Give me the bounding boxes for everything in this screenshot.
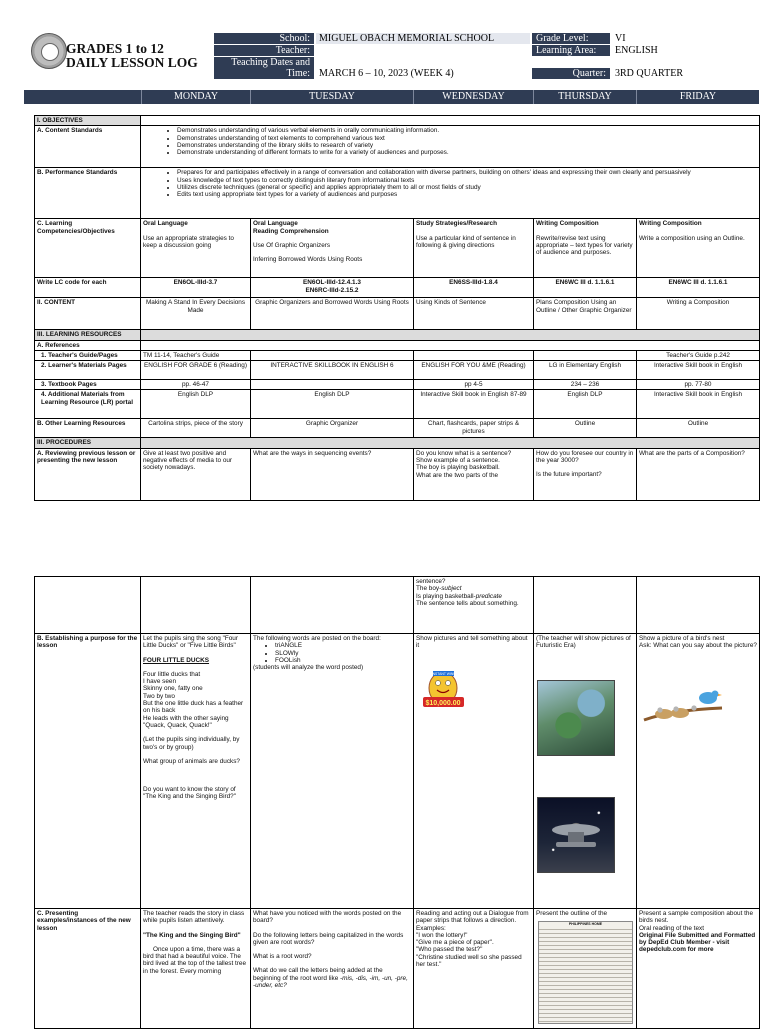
text-line: Show pictures and tell something about it xyxy=(416,635,528,650)
procedures-section: III. PROCEDURES xyxy=(35,438,141,448)
grade-label: Grade Level: xyxy=(532,33,610,44)
text-line: Oral reading of the text xyxy=(639,924,705,932)
posted-word: • FOOLish xyxy=(275,657,411,664)
competency-monday xyxy=(141,219,251,278)
lc-code-tuesday xyxy=(251,278,414,298)
ticket-label: INSTANT WIN! xyxy=(431,672,455,676)
references-label: A. References xyxy=(35,340,141,350)
day-header-monday: MONDAY xyxy=(141,90,250,104)
dates-value: MARCH 6 – 10, 2023 (WEEK 4) xyxy=(316,68,530,79)
procedures-section-fill xyxy=(141,438,760,448)
posted-word: • SLOWly xyxy=(275,650,411,657)
additional-materials-wednesday: Interactive Skill book in English 87-89 xyxy=(414,390,534,419)
text-line: "Christine studied well so she passed her test." xyxy=(416,953,522,969)
additional-materials-monday: English DLP xyxy=(141,390,251,419)
text-line: The sentence tells about something. xyxy=(416,599,519,607)
competency-text: Rewrite/revise text using appropriate – text types for variety of audience and purposes. xyxy=(536,234,633,257)
quarter-value: 3RD QUARTER xyxy=(612,68,759,79)
content-label: II. CONTENT xyxy=(35,298,141,330)
learners-materials-tuesday: INTERACTIVE SKILLBOOK IN ENGLISH 6 xyxy=(251,361,414,380)
additional-materials-friday: Interactive Skill book in English xyxy=(637,390,760,419)
performance-standard-item: • Edits text using appropriate text types for a variety of audiences and purposes xyxy=(177,191,757,198)
other-resources-friday: Outline xyxy=(637,419,760,438)
song-line: Two by two xyxy=(143,692,175,700)
text-line: Is the future important? xyxy=(536,471,602,479)
presenting-tuesday xyxy=(251,909,414,1029)
references-blank xyxy=(141,340,760,350)
purpose-label: B. Establishing a purpose for the lesson xyxy=(35,634,141,909)
text-line: sentence? xyxy=(416,578,446,585)
spaceship-shape xyxy=(538,798,614,872)
teachers-guide-wednesday xyxy=(414,350,534,360)
resources-section: III. LEARNING RESOURCES xyxy=(35,330,141,340)
textbook-pages-tuesday xyxy=(251,380,414,390)
performance-standards-cell xyxy=(141,168,760,219)
resources-section-fill xyxy=(141,330,760,340)
content-monday: Making A Stand In Every Decisions Made xyxy=(141,298,251,330)
lc-code-friday: EN6WC III d. 1.1.6.1 xyxy=(637,278,760,298)
competencies-label: C. Learning Competencies/Objectives xyxy=(35,219,141,278)
competency-title: Study Strategies/Research xyxy=(416,220,497,228)
day-header-tuesday: TUESDAY xyxy=(250,90,413,104)
song-line: He leads with the other saying xyxy=(143,714,229,722)
teachers-guide-friday: Teacher's Guide p.242 xyxy=(637,350,760,360)
weekday-header-row xyxy=(24,90,759,104)
predicate-word: predicate xyxy=(475,592,502,600)
ticket-amount: $10,000.00 xyxy=(425,700,461,707)
learners-materials-wednesday: ENGLISH FOR YOU &ME (Reading) xyxy=(414,361,534,380)
grade-value: VI xyxy=(612,33,759,44)
futuristic-city-image xyxy=(537,680,615,756)
competency-text: Inferring Borrowed Words Using Roots xyxy=(253,256,363,264)
other-resources-tuesday: Graphic Organizer xyxy=(251,419,414,438)
additional-materials-thursday: English DLP xyxy=(534,390,637,419)
learners-materials-friday: Interactive Skill book in English xyxy=(637,361,760,380)
text-line: "Give me a piece of paper". xyxy=(416,939,494,947)
performance-standard-item: • Uses knowledge of text types to correctly distinguish literary from informational texts xyxy=(177,177,757,184)
performance-standards-label: B. Performance Standards xyxy=(35,168,141,219)
content-standard-item: • Demonstrates understanding of various verbal elements in orally communicating information. xyxy=(177,127,757,134)
text-line: (Let the pupils sing individually, by two's or by group) xyxy=(143,736,240,751)
lesson-log-table xyxy=(34,115,760,501)
reviewing-friday: What are the parts of a Composition? xyxy=(637,448,760,500)
continued-label-blank xyxy=(35,577,141,634)
bird-nest-image xyxy=(642,688,724,728)
competency-text: Write a composition using an Outline. xyxy=(639,234,745,242)
textbook-pages-thursday: 234 – 236 xyxy=(534,380,637,390)
content-friday: Writing a Composition xyxy=(637,298,760,330)
content-tuesday: Graphic Organizers and Borrowed Words Using Roots xyxy=(251,298,414,330)
learners-materials-monday: ENGLISH FOR GRADE 6 (Reading) xyxy=(141,361,251,380)
content-thursday: Plans Composition Using an Outline / Other Graphic Organizer xyxy=(534,298,637,330)
competency-wednesday xyxy=(414,219,534,278)
song-line: But the one little duck has a feather on his back xyxy=(143,700,244,715)
text-line: Ask: What can you say about the picture? xyxy=(639,642,757,650)
text-fragment: Is playing basketball- xyxy=(416,592,476,600)
school-value: MIGUEL OBACH MEMORIAL SCHOOL xyxy=(316,33,530,44)
text-line: The boy is playing basketball. xyxy=(416,464,500,472)
performance-standard-item: • Prepares for and participates effectively in a range of conversation and collaboration with diverse partners, building on others' ideas and expressing their own clearly and persuasively xyxy=(177,169,757,176)
text-line: Do the following letters being capitalized in the words given are root words? xyxy=(253,931,404,946)
content-standard-item: • Demonstrates understanding of the library skills to research of variety xyxy=(177,142,757,149)
objectives-section-blank xyxy=(141,116,760,126)
reviewing-wednesday xyxy=(414,448,534,500)
song-title: FOUR LITTLE DUCKS xyxy=(143,656,210,664)
lc-code-thursday: EN6WC III d. 1.1.6.1 xyxy=(534,278,637,298)
continued-thursday-blank xyxy=(534,577,637,634)
day-header-friday: FRIDAY xyxy=(636,90,759,104)
text-line: The teacher reads the story in class while pupils listen attentively. xyxy=(143,910,245,925)
competency-title: Writing Composition xyxy=(639,220,702,228)
presenting-wednesday xyxy=(414,909,534,1029)
text-line: How do you foresee our country in the year 3000? xyxy=(536,449,634,465)
lottery-ticket-image xyxy=(421,668,466,709)
text-line: "Who passed the test?" xyxy=(416,946,483,954)
day-header-wednesday: WEDNESDAY xyxy=(413,90,533,104)
teachers-guide-label: 1. Teacher's Guide/Pages xyxy=(35,350,141,360)
competency-friday xyxy=(637,219,760,278)
text-line: Reading and acting out a Dialogue from paper strips that follows a direction. xyxy=(416,910,529,925)
song-line: I have seen xyxy=(143,678,177,686)
purpose-tuesday xyxy=(251,634,414,909)
lesson-log-header xyxy=(24,33,759,79)
song-line: Skinny one, fatty one xyxy=(143,685,203,693)
lc-code-wednesday: EN6SS-IIId-1.8.4 xyxy=(414,278,534,298)
textbook-pages-friday: pp. 77-80 xyxy=(637,380,760,390)
competency-title: Writing Composition xyxy=(536,220,599,228)
affix-list: -mis, -dis, -im, -un, -pre, -under, etc? xyxy=(253,974,408,990)
text-line: What is a root word? xyxy=(253,953,312,961)
competency-text: Use a particular kind of sentence in following & giving directions xyxy=(416,234,516,249)
text-line: Show a picture of a bird's nest xyxy=(639,635,725,642)
log-title xyxy=(66,42,198,70)
competency-text: Use an appropriate strategies to keep a discussion going xyxy=(143,234,234,249)
content-standard-item: • Demonstrate understanding of different formats to write for a variety of audiences and purposes. xyxy=(177,149,757,156)
dates-label-line-1: Teaching Dates and xyxy=(231,57,310,68)
text-line: "I won the lottery!" xyxy=(416,931,468,939)
purpose-monday xyxy=(141,634,251,909)
teachers-guide-thursday xyxy=(534,350,637,360)
continued-friday-blank xyxy=(637,577,760,634)
learners-materials-thursday: LG in Elementary English xyxy=(534,361,637,380)
textbook-pages-monday: pp. 46-47 xyxy=(141,380,251,390)
dates-label xyxy=(214,57,314,79)
content-standards-cell xyxy=(141,126,760,168)
song-line: "Quack, Quack, Quack!" xyxy=(143,721,212,729)
teacher-value xyxy=(316,45,530,56)
lc-code-monday: EN6OL-IIId-3.7 xyxy=(141,278,251,298)
reviewing-tuesday: What are the ways in sequencing events? xyxy=(251,448,414,500)
presenting-friday xyxy=(637,909,760,1029)
teachers-guide-monday: TM 11-14, Teacher's Guide xyxy=(141,350,251,360)
objectives-section: I. OBJECTIVES xyxy=(35,116,141,126)
presenting-examples-label: C. Presenting examples/instances of the new lesson xyxy=(35,909,141,1029)
content-standard-item: • Demonstrates understanding of text elements to comprehend various text xyxy=(177,135,757,142)
continued-tuesday-blank xyxy=(251,577,414,634)
reviewing-lesson-label: A. Reviewing previous lesson or presenting the new lesson xyxy=(35,448,141,500)
reviewing-monday: Give at least two positive and negative effects of media to our society nowadays. xyxy=(141,448,251,500)
quarter-label: Quarter: xyxy=(532,68,610,79)
text-line: What have you noticed with the words posted on the board? xyxy=(253,910,402,925)
futuristic-spaceship-image xyxy=(537,797,615,873)
outline-image-title: PHILIPPINES HOME xyxy=(539,922,632,926)
other-resources-wednesday: Chart, flashcards, paper strips & pictures xyxy=(414,419,534,438)
competency-tuesday xyxy=(251,219,414,278)
purpose-friday xyxy=(637,634,760,909)
dates-label-line-2: Time: xyxy=(286,68,310,79)
text-line: Examples: xyxy=(416,924,446,932)
lc-code-label: Write LC code for each xyxy=(35,278,141,298)
textbook-pages-label: 3. Textbook Pages xyxy=(35,380,141,390)
competency-title: Oral Language xyxy=(143,220,188,228)
other-resources-monday: Cartolina strips, piece of the story xyxy=(141,419,251,438)
reviewing-wednesday-continued xyxy=(414,577,534,634)
performance-standard-item: • Utilizes discrete techniques (general or specific) and applies appropriately them to all or most fields of study xyxy=(177,184,757,191)
text-line: The following words are posted on the board: xyxy=(253,635,381,642)
teacher-label: Teacher: xyxy=(214,45,314,56)
story-title: "The King and the Singing Bird" xyxy=(143,931,241,939)
title-line-1: GRADES 1 to 12 xyxy=(66,41,164,56)
song-line: Four little ducks that xyxy=(143,670,201,678)
text-line: Do you know what is a sentence? xyxy=(416,449,512,457)
lesson-log-table-continued xyxy=(34,576,760,1029)
teachers-guide-tuesday xyxy=(251,350,414,360)
text-fragment: What do we call the letters being added at the beginning of the root word like xyxy=(253,967,383,982)
other-resources-label: B. Other Learning Resources xyxy=(35,419,141,438)
deped-seal-logo xyxy=(31,33,67,69)
text-line: (The teacher will show pictures of Futuristic Era) xyxy=(536,635,631,650)
day-header-thursday: THURSDAY xyxy=(533,90,636,104)
textbook-pages-wednesday: pp 4-5 xyxy=(414,380,534,390)
composition-outline-image xyxy=(538,921,633,1024)
competency-text: Use Of Graphic Organizers xyxy=(253,241,331,249)
competency-thursday xyxy=(534,219,637,278)
text-line: Do you want to know the story of "The King and the Singing Bird?" xyxy=(143,786,237,801)
content-standards-label: A. Content Standards xyxy=(35,126,141,168)
text-line: What group of animals are ducks? xyxy=(143,757,240,765)
text-line: (students will analyze the word posted) xyxy=(253,664,364,672)
text-line: Show example of a sentence. xyxy=(416,457,500,465)
credit-note: Original File Submitted and Formatted by DepEd Club Member - visit depedclub.com for more xyxy=(639,931,756,954)
lc-code-line: EN6OL-IIId-12.4.1.3 xyxy=(303,279,361,287)
competency-title: Reading Comprehension xyxy=(253,227,329,235)
other-resources-thursday: Outline xyxy=(534,419,637,438)
content-wednesday: Using Kinds of Sentence xyxy=(414,298,534,330)
text-line: Present a sample composition about the birds nest. xyxy=(639,910,754,925)
text-line: Present the outline of the xyxy=(536,910,608,917)
school-label: School: xyxy=(214,33,314,44)
presenting-monday xyxy=(141,909,251,1029)
story-text: Once upon a time, there was a bird that had a beautiful voice. The bird lived at the top of the tallest tree in the forest. Every morning xyxy=(143,945,247,975)
lc-code-line: EN6RC-IIId-2.15.2 xyxy=(305,286,359,294)
posted-word: • triANGLE xyxy=(275,642,411,649)
reviewing-thursday xyxy=(534,448,637,500)
additional-materials-label: 4. Additional Materials from Learning Resource (LR) portal xyxy=(35,390,141,419)
title-line-2: DAILY LESSON LOG xyxy=(66,55,198,70)
area-label: Learning Area: xyxy=(532,45,610,56)
learners-materials-label: 2. Learner's Materials Pages xyxy=(35,361,141,380)
continued-monday-blank xyxy=(141,577,251,634)
text-line: What are the two parts of the xyxy=(416,471,499,479)
day-header-blank xyxy=(24,90,141,104)
competency-title: Oral Language xyxy=(253,220,298,228)
text-line: Let the pupils sing the song "Four Little Ducks" or "Five Little Birds" xyxy=(143,635,238,650)
subject-word: subject xyxy=(441,585,462,593)
area-value: ENGLISH xyxy=(612,45,759,56)
text-fragment: The boy- xyxy=(416,585,442,593)
additional-materials-tuesday: English DLP xyxy=(251,390,414,419)
